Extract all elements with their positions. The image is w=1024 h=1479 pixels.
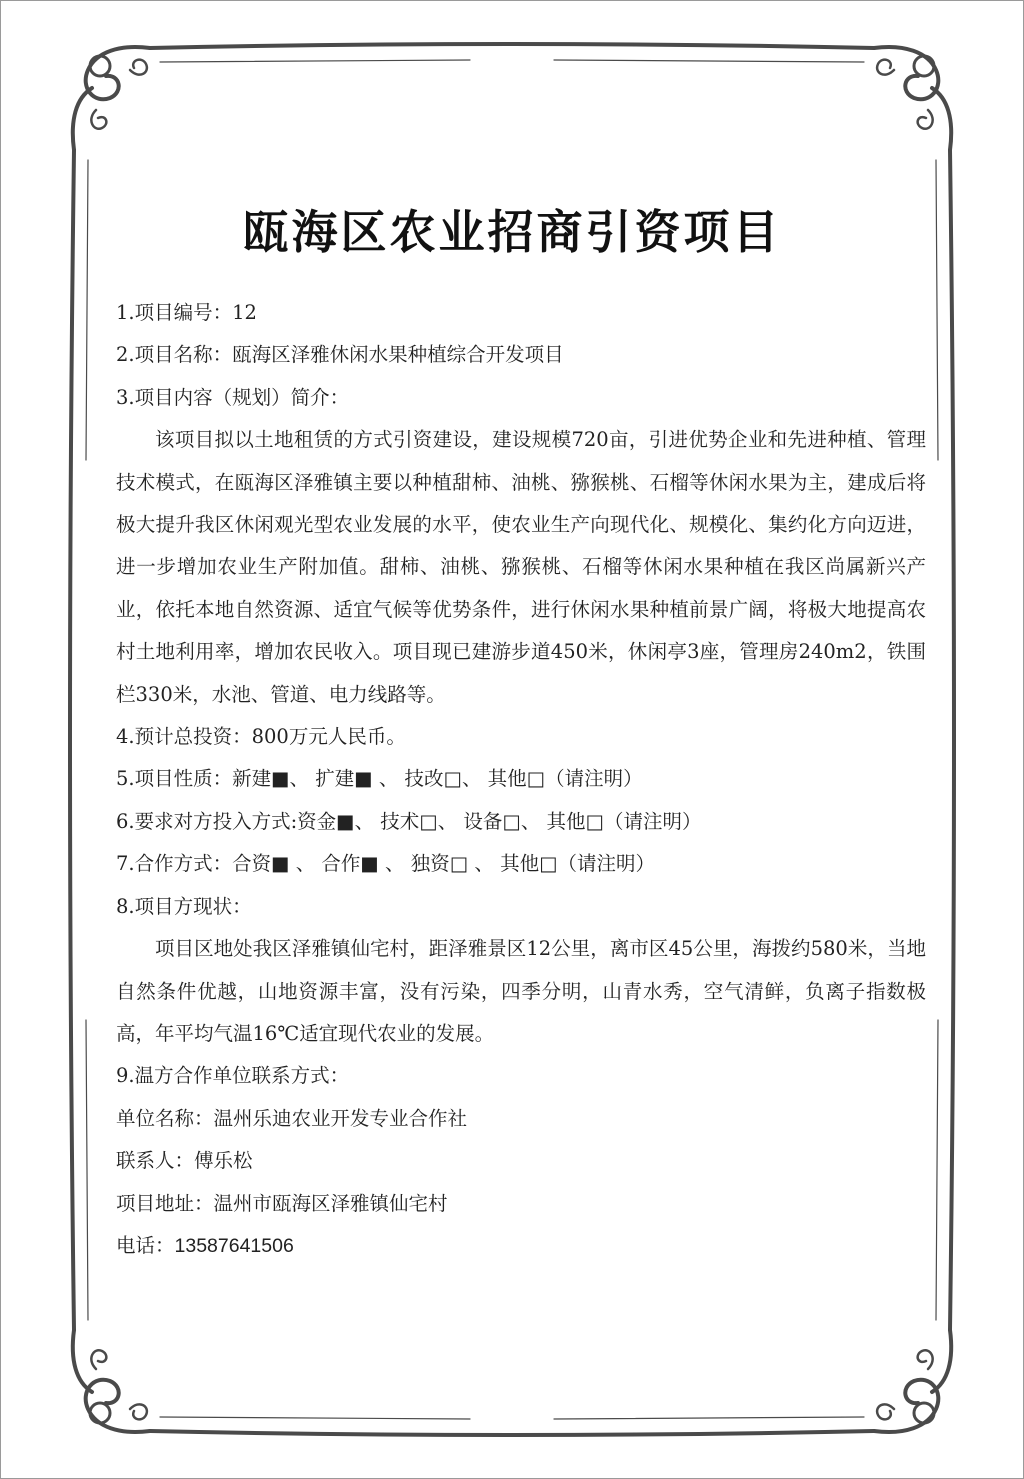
- project-number: 1.项目编号：12: [116, 301, 257, 324]
- contact-address-value: 温州市瓯海区泽雅镇仙宅村: [213, 1191, 448, 1215]
- document-body: [116, 292, 926, 1267]
- contact-unit-value: 温州乐迪农业开发专业合作社: [213, 1106, 468, 1130]
- corner-ornament-bottom-right: [874, 1330, 951, 1432]
- corner-ornament-top-left: [73, 47, 150, 150]
- status-paragraph: 项目区地处我区泽雅镇仙宅村，距泽雅景区12公里，离市区45公里，海拨约580米，当地自然条件优越，山地资源丰富，没有污染，四季分明，山青水秀，空气清鲜，负离子指数极高，年平均气温16℃适宜现代农业的发展。: [116, 937, 926, 1045]
- contact-address: [116, 1183, 926, 1225]
- contact-phone-value: 13587641506: [174, 1234, 294, 1257]
- contact-phone-label: 电话：: [116, 1233, 175, 1257]
- status-heading: 8.项目方现状：: [116, 894, 252, 918]
- contact-heading: 9.温方合作单位联系方式：: [116, 1064, 350, 1088]
- contact-person: [116, 1140, 926, 1182]
- corner-ornament-bottom-left: [73, 1330, 150, 1432]
- frame-right-line: [950, 150, 954, 1330]
- frame-bottom-line: [150, 1431, 874, 1435]
- total-investment: 4.预计总投资：800万元人民币。: [116, 725, 406, 749]
- content-heading: 3.项目内容（规划）简介：: [116, 385, 350, 409]
- contact-person-value: 傅乐松: [194, 1149, 253, 1173]
- contact-unit: [116, 1098, 926, 1140]
- frame-top-line: [150, 44, 874, 48]
- investment-mode: 6.要求对方投入方式:资金■、 技术□、 设备□、 其他□（请注明）: [116, 809, 702, 833]
- corner-ornament-top-right: [874, 47, 951, 150]
- page-title: 瓯海区农业招商引资项目: [242, 205, 782, 259]
- contact-address-label: 项目地址：: [116, 1191, 214, 1215]
- contact-phone: [116, 1225, 926, 1267]
- frame-left-line: [70, 150, 74, 1330]
- contact-person-label: 联系人：: [116, 1149, 195, 1173]
- project-name: 2.项目名称：瓯海区泽雅休闲水果种植综合开发项目: [116, 343, 564, 367]
- contact-unit-label: 单位名称：: [116, 1106, 214, 1130]
- project-nature: 5.项目性质：新建■、 扩建■ 、 技改□、 其他□（请注明）: [116, 767, 643, 791]
- content-paragraph: 该项目拟以土地租赁的方式引资建设，建设规模720亩，引进优势企业和先进种植、管理技术模式，在瓯海区泽雅镇主要以种植甜柿、油桃、猕猴桃、石榴等休闲水果为主，建成后将极大提升我区休闲观光型农业发展的水平，使农业生产向现代化、规模化、集约化方向迈进，进一步增加农业生产附加值。甜柿、油桃、猕猴桃、石榴等休闲水果种植在我区尚属新兴产业，依托本地自然资源、适宜气候等优势条件，进行休闲水果种植前景广阔，将极大地提高农村土地利用率，增加农民收入。项目现已建游步道450米，休闲亭3座，管理房240m2，铁围栏330米，水池、管道、电力线路等。: [116, 428, 926, 706]
- cooperation-mode: 7.合作方式：合资■ 、 合作■ 、 独资□ 、 其他□（请注明）: [116, 852, 655, 876]
